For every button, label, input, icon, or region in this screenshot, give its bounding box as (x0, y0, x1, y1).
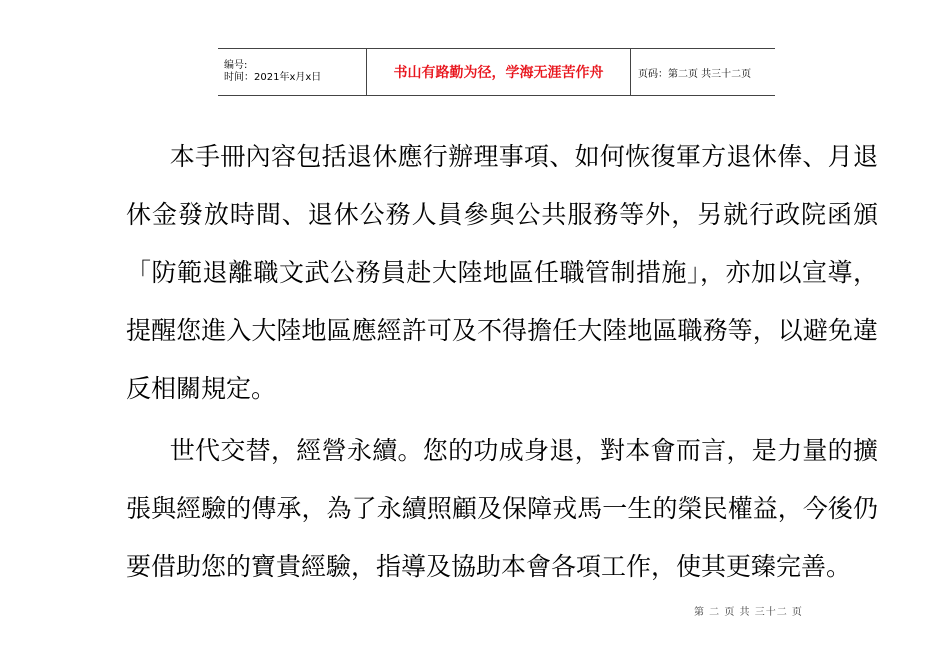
document-header (218, 48, 775, 96)
document-number-label: 编号: (224, 60, 248, 71)
body-paragraph: 世代交替，經營永續。您的功成身退，對本會而言，是力量的擴張與經驗的傳承，為了永續照顧及保障戎馬一生的榮民權益，今後仍要借助您的寶貴經驗，指導及協助本會各項工作，使其更臻完善。 (126, 436, 878, 581)
page-footer: 第 二 页 共 三十二 页 (694, 607, 803, 618)
header-motto: 书山有路勤为径，学海无涯苦作舟 (367, 49, 631, 96)
body-paragraph: 本手冊內容包括退休應行辦理事項、如何恢復軍方退休俸、月退休金發放時間、退休公務人員參與公共服務等外，另就行政院函頒「防範退離職文武公務員赴大陸地區任職管制措施」，亦加以宣導，提醒您進入大陸地區應經許可及不得擔任大陸地區職務等，以避免違反相關規定。 (126, 142, 878, 403)
document-body (126, 128, 878, 596)
document-time-label: 时间：2021年x月x日 (224, 72, 322, 83)
header-meta-cell (218, 49, 367, 96)
header-page-info: 页码：第二页 共三十二页 (631, 49, 776, 96)
